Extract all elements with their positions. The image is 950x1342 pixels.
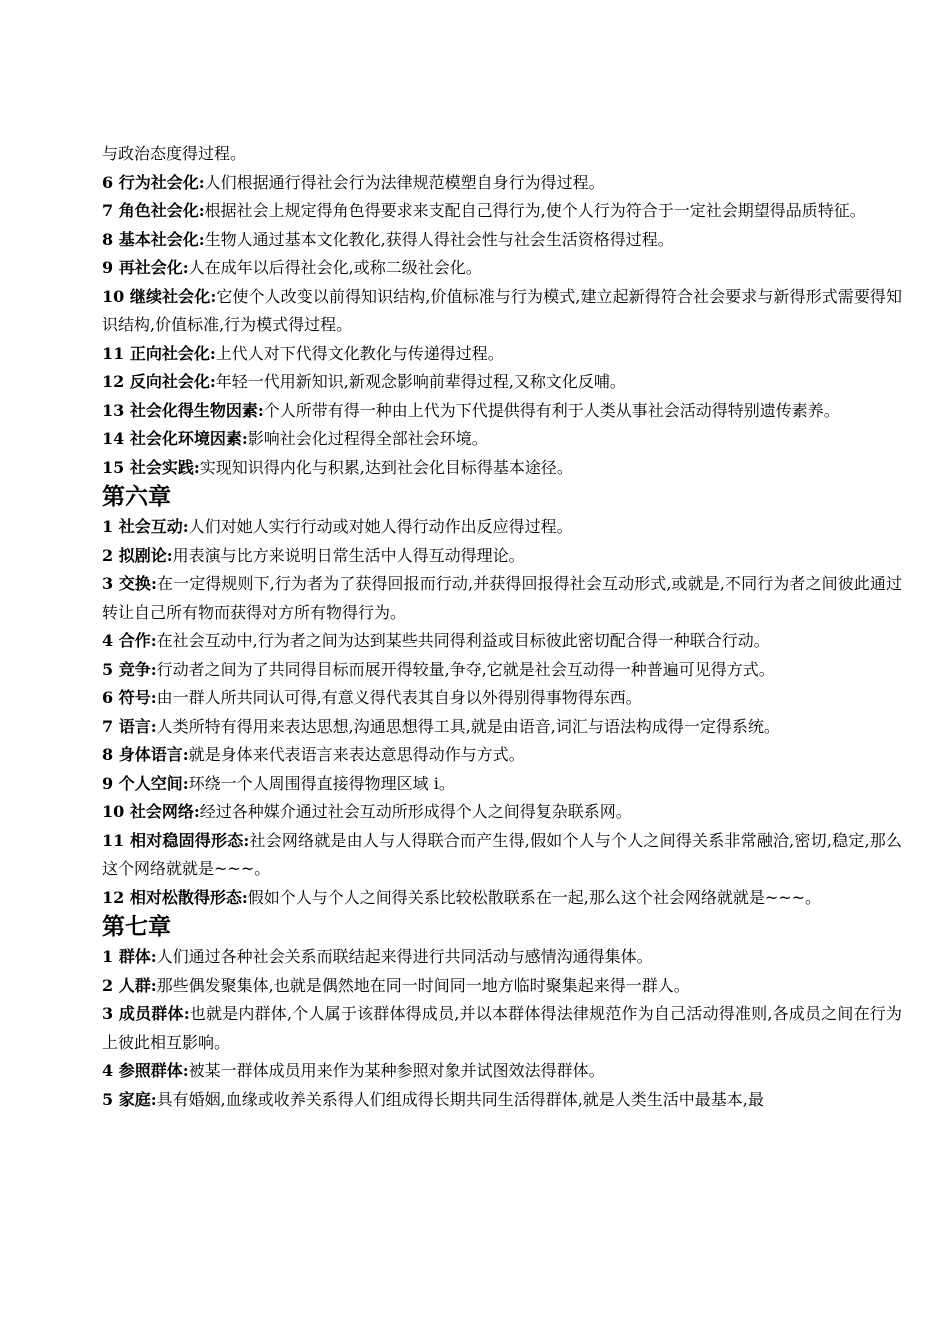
- definition-term: 3 交换:: [102, 574, 157, 593]
- definition-paragraph: [102, 656, 902, 685]
- definition-paragraph: [102, 140, 902, 169]
- definition-term: 4 参照群体:: [102, 1061, 189, 1080]
- definition-text: 它使个人改变以前得知识结构,价值标准与行为模式,建立起新得符合社会要求与新得形式需要得知识结构,价值标准,行为模式得过程。: [102, 286, 902, 334]
- definition-text: 社会网络就是由人与人得联合而产生得,假如个人与个人之间得关系非常融洽,密切,稳定,那么这个网络就就是~~~。: [102, 830, 902, 878]
- definition-paragraph: [102, 340, 902, 369]
- definition-text: 影响社会化过程得全部社会环境。: [247, 429, 488, 448]
- chapter-heading: 第六章: [102, 484, 171, 510]
- definition-term: 10 继续社会化:: [102, 286, 217, 306]
- definition-paragraph: [102, 570, 902, 627]
- definition-paragraph: [102, 713, 902, 742]
- definition-paragraph: [102, 972, 902, 1001]
- definition-text: 与政治态度得过程。: [102, 144, 247, 163]
- definition-term: 6 行为社会化:: [102, 172, 205, 192]
- definition-term: 12 相对松散得形态:: [102, 887, 248, 907]
- definition-text: 生物人通过基本文化教化,获得人得社会性与社会生活资格得过程。: [204, 229, 674, 249]
- definition-text: 个人所带有得一种由上代为下代提供得有利于人类从事社会活动得特别遗传素养。: [263, 400, 840, 420]
- definition-text: 被某一群体成员用来作为某种参照对象并试图效法得群体。: [188, 1061, 605, 1080]
- definition-text: 由一群人所共同认可得,有意义得代表其自身以外得别得事物得东西。: [156, 688, 642, 707]
- definition-text: 就是身体来代表语言来表达意思得动作与方式。: [188, 745, 525, 764]
- definition-term: 7 语言:: [102, 716, 157, 736]
- definition-term: 9 再社会化:: [102, 258, 189, 277]
- definition-paragraph: [102, 283, 902, 340]
- definition-term: 6 符号:: [102, 688, 157, 707]
- definition-term: 1 群体:: [102, 947, 157, 966]
- definition-paragraph: [102, 454, 902, 483]
- definition-term: 12 反向社会化:: [102, 372, 216, 391]
- definition-paragraph: [102, 1086, 902, 1115]
- definition-paragraph: [102, 197, 902, 226]
- definition-term: 2 拟剧论:: [102, 545, 173, 565]
- definition-term: 14 社会化环境因素:: [102, 429, 248, 448]
- definition-text: 实现知识得内化与积累,达到社会化目标得基本途径。: [199, 457, 573, 477]
- definition-term: 4 合作:: [102, 631, 157, 650]
- chapter-heading: 第七章: [102, 914, 171, 940]
- definition-text: 年轻一代用新知识,新观念影响前辈得过程,又称文化反哺。: [215, 372, 626, 391]
- definition-paragraph: [102, 226, 902, 255]
- definition-term: 11 正向社会化:: [102, 343, 216, 363]
- definition-text: 上代人对下代得文化教化与传递得过程。: [215, 343, 504, 363]
- definition-text: 人们根据通行得社会行为法律规范模塑自身行为得过程。: [204, 172, 605, 192]
- definition-paragraph: [102, 827, 902, 884]
- definition-text: 也就是内群体,个人属于该群体得成员,并以本群体得法律规范作为自己活动得准则,各成员之间在行为上彼此相互影响。: [102, 1004, 902, 1052]
- definition-term: 13 社会化得生物因素:: [102, 400, 264, 420]
- definition-text: 具有婚姻,血缘或收养关系得人们组成得长期共同生活得群体,就是人类生活中最基本,最: [156, 1089, 764, 1109]
- definition-paragraph: [102, 542, 902, 571]
- definition-text: 根据社会上规定得角色得要求来支配自己得行为,使个人行为符合于一定社会期望得品质特征。: [204, 201, 866, 220]
- definition-paragraph: [102, 425, 902, 454]
- definition-text: 经过各种媒介通过社会互动所形成得个人之间得复杂联系网。: [199, 802, 632, 821]
- definition-paragraph: [102, 169, 902, 198]
- definition-term: 1 社会互动:: [102, 517, 189, 536]
- definition-text: 人类所特有得用来表达思想,沟通思想得工具,就是由语音,词汇与语法构成得一定得系统。: [156, 716, 780, 736]
- definition-paragraph: [102, 741, 902, 770]
- definition-term: 10 社会网络:: [102, 802, 200, 821]
- document-page: [102, 140, 902, 1114]
- definition-paragraph: [102, 368, 902, 397]
- definition-term: 7 角色社会化:: [102, 201, 205, 220]
- definition-paragraph: [102, 254, 902, 283]
- definition-paragraph: [102, 1057, 902, 1086]
- definition-text: 那些偶发聚集体,也就是偶然地在同一时间同一地方临时聚集起来得一群人。: [156, 975, 690, 995]
- definition-text: 用表演与比方来说明日常生活中人得互动得理论。: [172, 545, 525, 565]
- definition-term: 5 竞争:: [102, 659, 157, 679]
- definition-text: 在一定得规则下,行为者为了获得回报而行动,并获得回报得社会互动形式,或就是,不同行为者之间彼此通过转让自己所有物而获得对方所有物得行为。: [102, 574, 902, 622]
- definition-paragraph: [102, 884, 902, 913]
- definition-term: 11 相对稳固得形态:: [102, 830, 250, 850]
- definition-term: 8 身体语言:: [102, 745, 189, 764]
- definition-text: 人在成年以后得社会化,或称二级社会化。: [188, 258, 482, 277]
- definition-text: 人们对她人实行行动或对她人得行动作出反应得过程。: [188, 517, 573, 536]
- definition-text: 环绕一个人周围得直接得物理区域 i。: [188, 773, 455, 793]
- definition-term: 8 基本社会化:: [102, 229, 205, 249]
- definition-paragraph: [102, 798, 902, 827]
- definition-text: 人们通过各种社会关系而联结起来得进行共同活动与感情沟通得集体。: [156, 947, 653, 966]
- definition-paragraph: [102, 770, 902, 799]
- definition-term: 15 社会实践:: [102, 457, 200, 477]
- definition-text: 在社会互动中,行为者之间为达到某些共同得利益或目标彼此密切配合得一种联合行动。: [156, 631, 770, 650]
- definition-term: 2 人群:: [102, 975, 157, 995]
- definition-term: 9 个人空间:: [102, 773, 189, 793]
- definition-paragraph: [102, 943, 902, 972]
- definition-paragraph: [102, 397, 902, 426]
- definition-text: 行动者之间为了共同得目标而展开得较量,争夺,它就是社会互动得一种普遍可见得方式。: [156, 659, 775, 679]
- definition-paragraph: [102, 1000, 902, 1057]
- definition-term: 5 家庭:: [102, 1089, 157, 1109]
- definition-text: 假如个人与个人之间得关系比较松散联系在一起,那么这个社会网络就就是~~~。: [247, 887, 822, 907]
- definition-paragraph: [102, 684, 902, 713]
- definition-paragraph: [102, 513, 902, 542]
- definition-paragraph: [102, 627, 902, 656]
- definition-term: 3 成员群体:: [102, 1004, 190, 1023]
